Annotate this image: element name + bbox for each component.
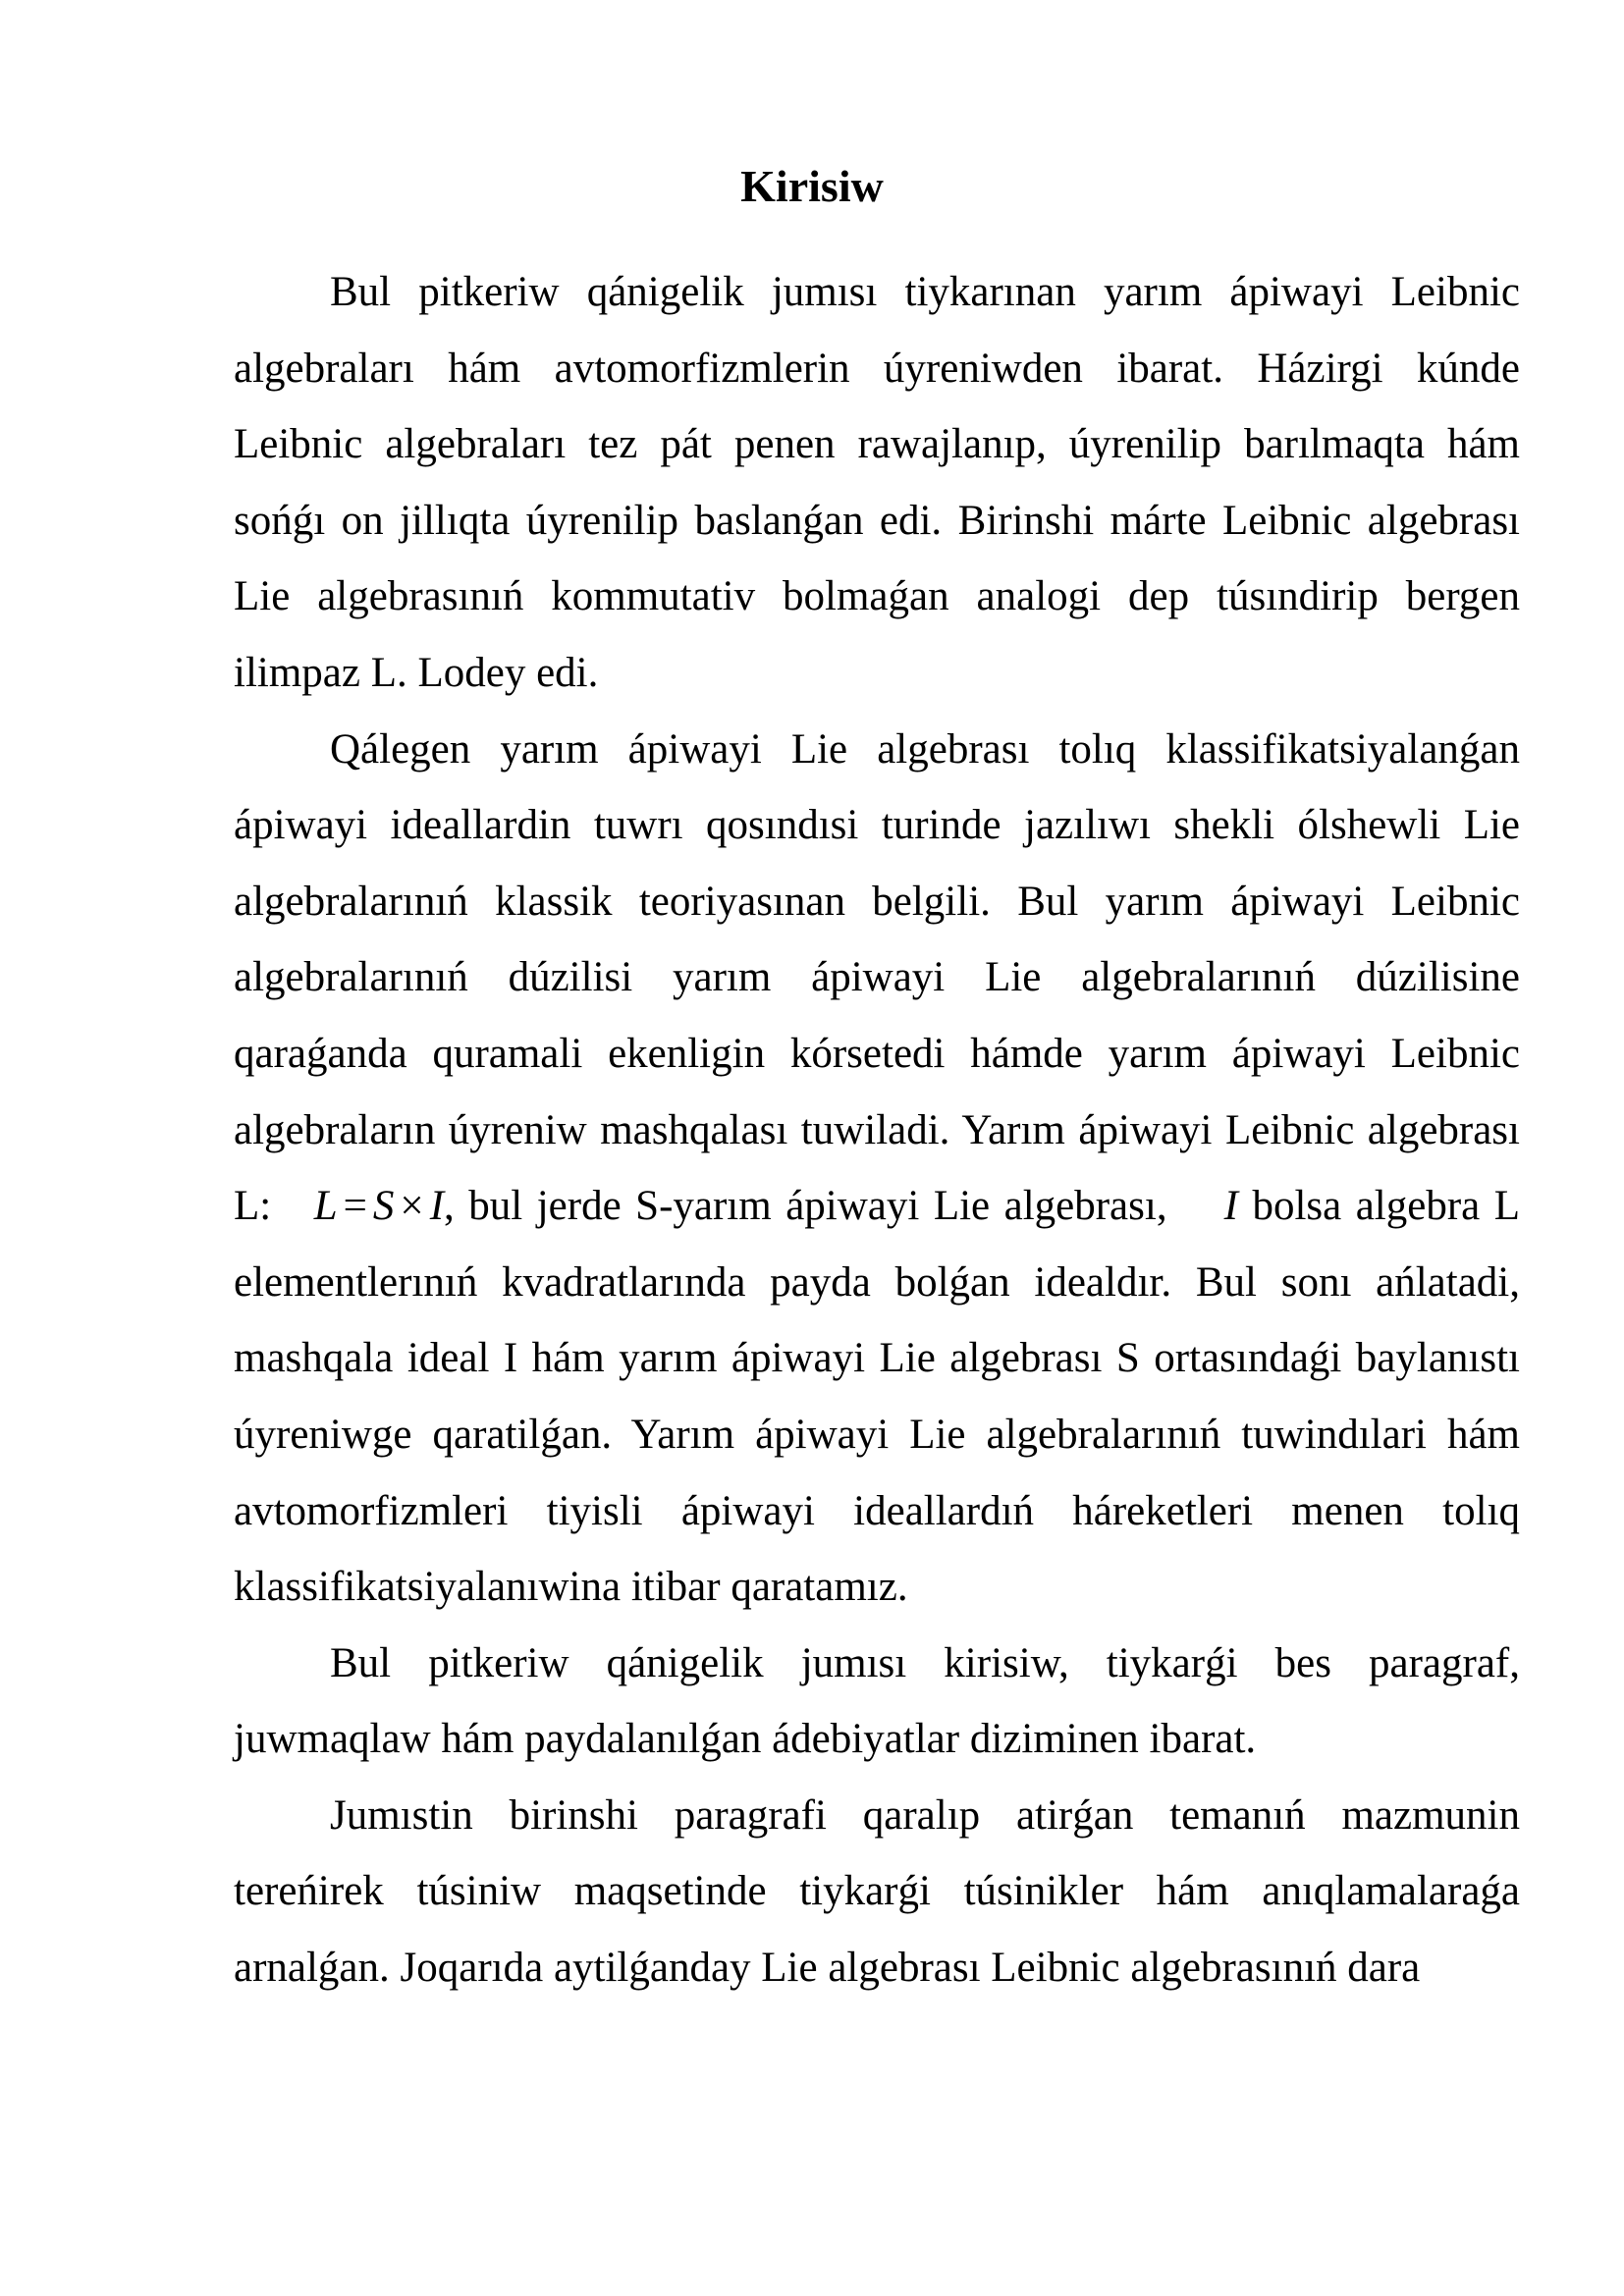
paragraph-2-text: Qálegen yarım ápiwayi Lie algebrası tolıq klassifikatsiyalanǵan ápiwayi ideallardin tuwrı qosındısi turinde jazılıwı shekli ólshewli Lie algebralarınıń klassik teoriyasınan belgili. Bul yarım ápiwayi Leibnic algebralarınıń dúzilisi yarım ápiwayi Lie algebralarınıń dúzilisine qaraǵanda quramali ekenligin kórsetedi hámde yarım ápiwayi Leibnic algebraların úyreniw mashqalası tuwiladi. Yarım ápiwayi Leibnic algebrası L: (234, 725, 1520, 1230)
formula-equals: = (343, 1183, 367, 1230)
formula-times: × (400, 1183, 424, 1230)
paragraph-2-continuation: bolsa algebra L elementlerınıń kvadratlarında payda bolǵan idealdır. Bul sonı ańlatadi, mashqala ideal I hám yarım ápiwayi Lie algebrası S ortasındaǵi baylanıstı úyreniwge qaratilǵan. Yarım ápiwayi Lie algebralarınıń tuwindılari hám avtomorfizmleri tiyisli ápiwayi ideallardıń háreketleri menen tolıq klassifikatsiyalanıwina itibar qaratamız. (234, 1183, 1520, 1611)
formula-lhs: L (313, 1183, 338, 1230)
formula (314, 1183, 444, 1229)
paragraph-1: Bul pitkeriw qánigelik jumısı tiykarınan yarım ápiwayi Leibnic algebraları hám avtomorfizmlerin úyreniwden ibarat. Házirgi kúnde Leibnic algebraları tez pát penen rawajlanıp, úyrenilip barılmaqta hám sońǵı on jillıqta úyrenilip baslanǵan edi. Birinshi márte Leibnic algebrası Lie algebrasınıń kommutativ bolmaǵan analogi dep túsındirip bergen ilimpaz L. Lodey edi. (234, 269, 1520, 696)
paragraph-4: Jumıstin birinshi paragrafi qaralıp atirǵan temanıń mazmunin tereńirek túsiniw maqsetinde tiykarǵi túsinikler hám anıqlamalaraǵa arnalǵan. Joqarıda aytilǵanday Lie algebrası Leibnic algebrasınıń dara (234, 1791, 1520, 1992)
after-formula-text: , bul jerde S-yarım ápiwayi Lie algebrası, (444, 1183, 1167, 1230)
formula-s: S (372, 1183, 395, 1230)
document-body (234, 254, 1520, 2006)
formula-rhs: I (429, 1183, 445, 1230)
page-title: Kirisiw (740, 161, 884, 211)
paragraph-2 (234, 712, 1520, 1626)
paragraph-3: Bul pitkeriw qánigelik jumısı kirisiw, tiykarǵi bes paragraf, juwmaqlaw hám paydalanılǵan ádebiyatlar diziminen ibarat. (234, 1639, 1520, 1763)
ideal-symbol: I (1223, 1183, 1238, 1230)
